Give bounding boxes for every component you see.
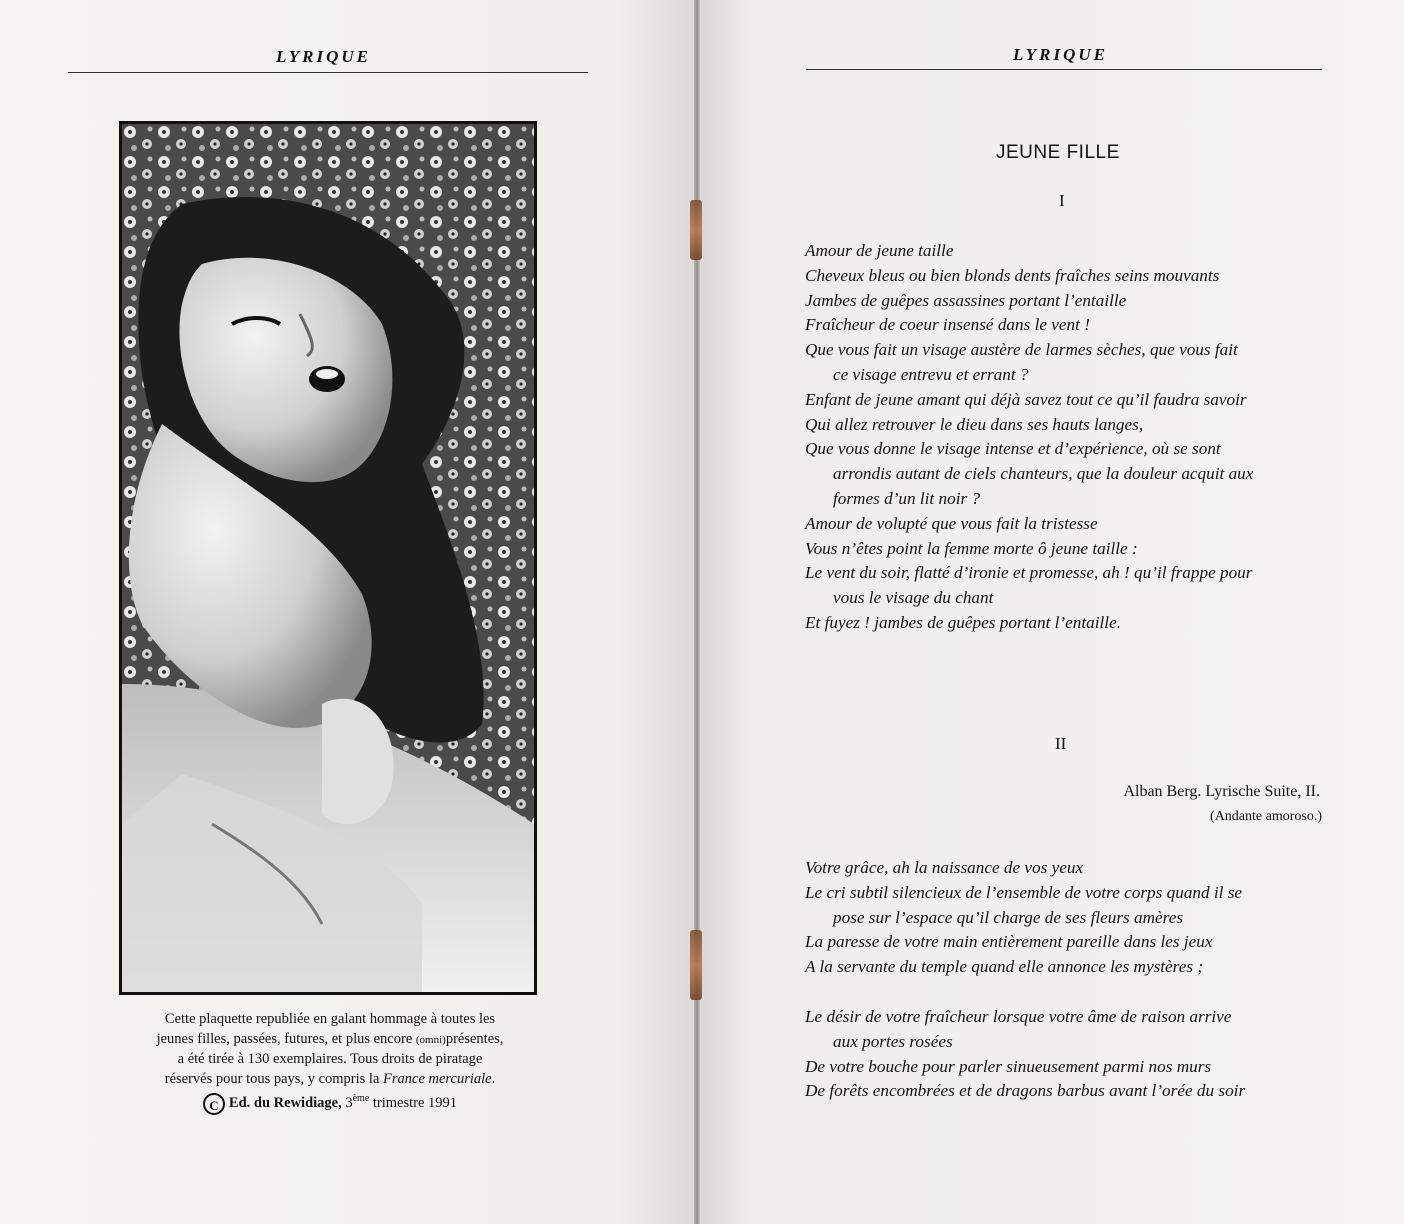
poem-line: De forêts encombrées et de dragons barbus avant l’orée du soir (805, 1081, 1246, 1101)
colophon-caption (118, 1010, 542, 1115)
poem-section-2-stanza-2 (805, 1005, 1325, 1104)
poem-line: pose sur l’espace qu’il charge de ses fleurs amères (833, 907, 1184, 927)
poem-line: Qui allez retrouver le dieu dans ses hauts langes, (805, 414, 1144, 434)
epigraph: Alban Berg. Lyrische Suite, II. (1123, 783, 1320, 800)
poem-line: Le vent du soir, flatté d’ironie et promesse, ah ! qu’il frappe pour (805, 563, 1253, 583)
left-running-head: LYRIQUE (276, 47, 371, 66)
poem-line: Et fuyez ! jambes de guêpes portant l’entaille. (805, 612, 1121, 632)
tempo-marking: (Andante amoroso.) (1210, 809, 1322, 824)
photo-image (122, 124, 534, 992)
poem-line: Que vous fait un visage austère de larmes sèches, que vous fait (805, 340, 1238, 360)
poem-line: Amour de jeune taille (805, 241, 954, 260)
poem-line: Que vous donne le visage intense et d’expérience, où se sont (805, 439, 1221, 459)
poem-line: Jambes de guêpes assassines portant l’entaille (805, 290, 1127, 310)
section-number-1: I (1059, 191, 1065, 210)
staple-top (690, 200, 702, 260)
poem-line: Votre grâce, ah la naissance de vos yeux (805, 858, 1084, 877)
copyright-line: C Ed. du Rewidiage, 3ème trimestre 1991 (118, 1089, 542, 1115)
poem-line: Le désir de votre fraîcheur lorsque votre âme de raison arrive (805, 1007, 1232, 1026)
poem-section-2-stanza-1 (805, 856, 1325, 980)
book-spine (694, 0, 700, 1224)
poem-line: ce visage entrevu et errant ? (833, 364, 1029, 384)
poem-line: arrondis autant de ciels chanteurs, que la douleur acquit aux (833, 464, 1254, 484)
caption-line-3: a été tirée à 130 exemplaires. Tous droits de piratage (177, 1051, 483, 1067)
photograph (119, 121, 537, 995)
poem-line: formes d’un lit noir ? (833, 488, 981, 508)
right-header-rule (806, 69, 1322, 70)
poem-line: La paresse de votre main entièrement pareille dans les jeux (805, 932, 1213, 952)
poem-line: De votre bouche pour parler sinueusement parmi nos murs (805, 1056, 1212, 1076)
poem-line: Vous n’êtes point la femme morte ô jeune taille : (805, 538, 1138, 558)
right-running-head: LYRIQUE (1013, 45, 1108, 64)
left-page (0, 0, 696, 1224)
poem-line: aux portes rosées (833, 1031, 953, 1051)
caption-line-1: Cette plaquette republiée en galant hommage à toutes les (164, 1011, 496, 1027)
poem-line: Fraîcheur de coeur insensé dans le vent ! (805, 315, 1090, 335)
section-number-2: II (1055, 734, 1067, 753)
poem-line: vous le visage du chant (833, 588, 994, 608)
poem-section-1 (805, 239, 1325, 636)
poem-line: A la servante du temple quand elle annonce les mystères ; (805, 957, 1204, 977)
caption-line-2: jeunes filles, passées, futures, et plus encore (omni)présentes, (156, 1030, 504, 1047)
poem-line: Amour de volupté que vous fait la tristesse (805, 513, 1098, 533)
caption-line-4: réservés pour tous pays, y compris la France mercuriale. (164, 1070, 496, 1087)
poem-line: Le cri subtil silencieux de l’ensemble de votre corps quand il se (805, 882, 1243, 902)
poem-title: JEUNE FILLE (996, 142, 1120, 163)
poem-line: Cheveux bleus ou bien blonds dents fraîches seins mouvants (805, 265, 1220, 285)
copyright-icon: C (203, 1093, 225, 1115)
left-header-rule (68, 72, 588, 73)
staple-bottom (690, 930, 702, 1000)
publisher-name: Ed. du Rewidiage, (228, 1094, 342, 1111)
poem-line: Enfant de jeune amant qui déjà savez tout ce qu’il faudra savoir (805, 389, 1247, 409)
